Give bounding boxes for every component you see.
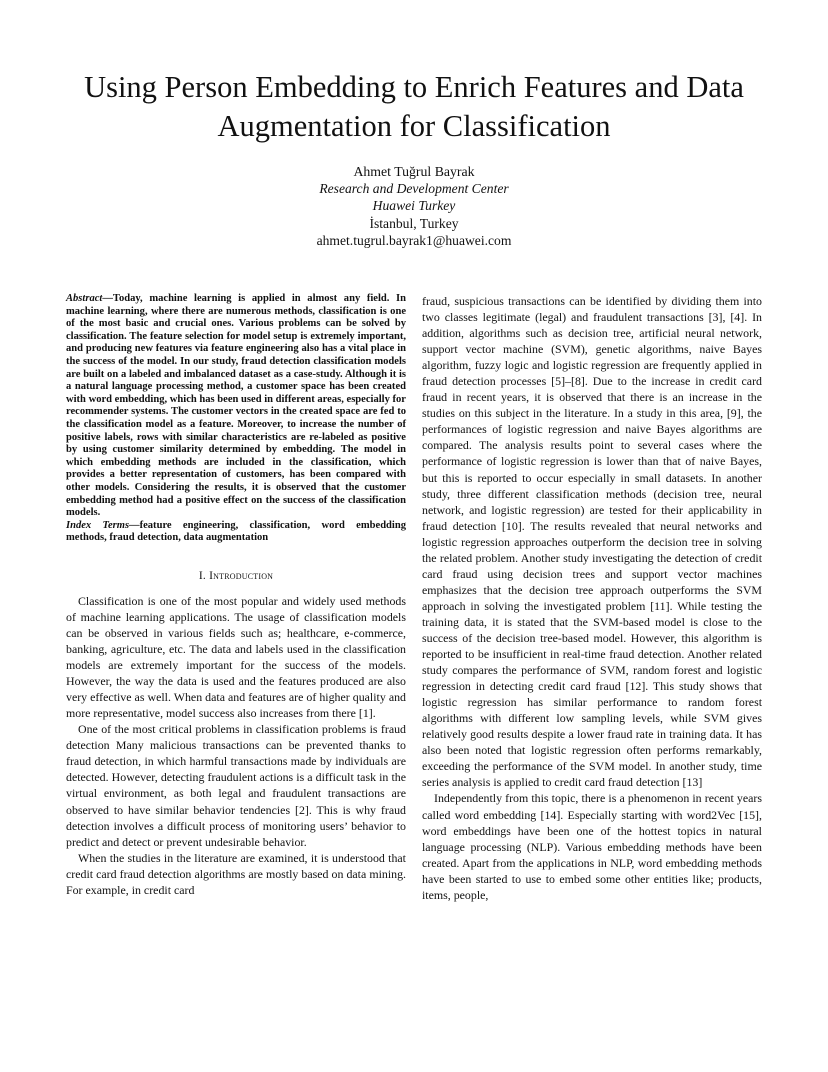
author-department: Research and Development Center <box>319 181 509 197</box>
index-terms-text: —feature engineering, classification, word embedding methods, fraud detection, data augmentation <box>66 519 406 544</box>
abstract-text: —Today, machine learning is applied in almost any field. In machine learning, where there are numerous methods, classification is one of the most basic and crucial ones. Various problems can be solved by classification. The feature selection for model setup is extremely important, and producing new features via feature engineering also has a vital place in the success of the model. In our study, fraud detection classification models are built on a labeled and imbalanced dataset as a case-study. Although it is a natural language processing method, a customer space has been created with word embedding, which has been used in different areas, especially for recommender systems. The customer vectors in the created space are fed to the classification model as a feature. Moreover, to increase the number of positive labels, rows with similar characteristics are re-labeled as positive by using customer similarity determined by embedding. The model in which embedding methods are included in the classification, which provides a better representation of customers, has been compared with other models. Considering the results, it is observed that the customer embedding method had a positive effect on the success of the classification models. <box>66 293 406 519</box>
left-column <box>66 293 406 898</box>
body-paragraph: When the studies in the literature are examined, it is understood that credit card fraud detection algorithms are mostly based on data mining. For example, in credit card <box>66 850 406 897</box>
author-location: İstanbul, Turkey <box>369 215 459 231</box>
body-paragraph: fraud, suspicious transactions can be identified by dividing them into two classes legitimate (legal) and fraudulent transactions [3], [4]. In addition, algorithms such as decision tree, artificial neural network, support vector machine (SVM), genetic algorithms, naive Bayes algorithm, fuzzy logic and logistic regression are frequently applied in fraud detection processes [5]–[8]. Due to the increase in credit card fraud in recent years, it is observed that there is an increase in the studies on this subject in the literature. In a study in this area, [9], the performances of logistic regression and naive Bayes algorithms are compared. The analysis results point to several cases where the performance of logistic regression is lower than that of naive Bayes, but this is reported to occur especially in small datasets. In another study, three different classification methods (decision tree, neural network, and logistic regression) are tested for their applicability in fraud detection [10]. The results revealed that neural networks and logistic regression approaches outperform the decision tree in solving the related problem. Another study investigating the detection of credit card fraud using decision trees and support vector machines emphasizes that the decision tree approach outperforms the SVM approach in solving the investigated problem [11]. While testing the training data, it is stated that the SVM-based model is close to the success of the decision tree-based model. However, this algorithm is reported to be insufficient in real-time fraud detection. Another related study compares the performance of SVM, random forest and logistic regression in detecting credit card fraud [12]. This study shows that logistic regression has similar performance to random forest algorithms with different low sampling levels, while SVM gives relatively good results despite a lower fraud rate in training data. It has also been noted that logistic regression often performs remarkably, exceeding the performance of the SVM model. In another study, time series analysis is applied to credit card fraud detection [13] <box>422 294 762 790</box>
section-number: I. <box>198 568 206 582</box>
section-heading <box>66 568 406 584</box>
abstract-label: Abstract <box>66 293 103 304</box>
body-paragraph: Independently from this topic, there is a phenomenon in recent years called word embedding [14]. Especially starting with word2Vec [15], word embeddings have been one of the hottest topics in natural language processing (NLP). Various embedding methods have been created. Apart from the applications in NLP, word embedding methods have been started to use to embed some other entities like; products, items, people, <box>422 791 762 902</box>
author-email: ahmet.tugrul.bayrak1@huawei.com <box>316 232 512 248</box>
author-name: Ahmet Tuğrul Bayrak <box>353 164 475 179</box>
right-column <box>422 293 762 903</box>
author-block <box>164 163 664 249</box>
author-organization: Huawei Turkey <box>372 198 456 214</box>
abstract <box>66 293 406 520</box>
body-paragraph: One of the most critical problems in classification problems is fraud detection Many malicious transactions can be prevented thanks to fraud detection, in which harmful transactions made by individuals are detected. However, detecting fraudulent actions is a difficult task in the virtual environment, as both legal and fraudulent transactions are observed to have similar behavior tendencies [2]. This is why fraud detection involves a difficult process of monitoring users’ behavior to predict and detect or prevent undesirable behavior. <box>66 722 406 849</box>
section-title: Introduction <box>209 568 274 582</box>
paper-title: Using Person Embedding to Enrich Features and Data Augmentation for Classification <box>84 70 744 143</box>
index-terms-label: Index Terms <box>66 519 130 531</box>
body-paragraph: Classification is one of the most popular and widely used methods of machine learning applications. The usage of classification models can be observed in various fields such as; healthcare, e-commerce, banking, agriculture, etc. The data and labels used in the classification models are extremely important for the success of the models. However, the way the data is used and the features produced are also very effective as well. When data and features are of higher quality and more representative, model success also increases from there [1]. <box>66 593 406 721</box>
index-terms <box>66 520 406 545</box>
